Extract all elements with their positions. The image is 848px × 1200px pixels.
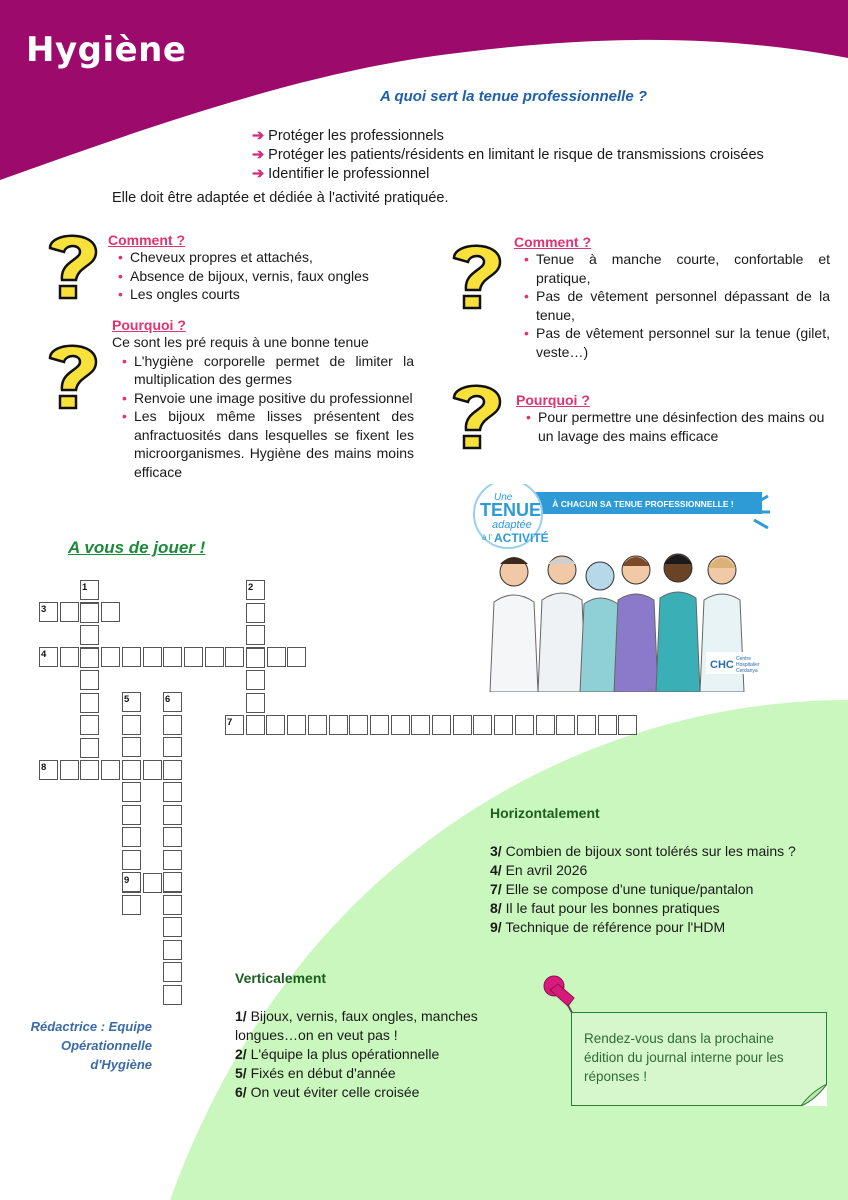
crossword-cell[interactable] xyxy=(163,715,182,735)
svg-text:CHC: CHC xyxy=(710,659,734,671)
clue-item: 6/ On veut éviter celle croisée xyxy=(235,1084,420,1100)
pourquoi-lead: Ce sont les pré requis à une bonne tenue xyxy=(112,334,369,350)
crossword-cell[interactable] xyxy=(122,805,141,825)
crossword-cell[interactable] xyxy=(246,693,265,713)
crossword-number: 6 xyxy=(165,694,171,705)
clue-item: 4/ En avril 2026 xyxy=(490,862,588,878)
pourquoi-heading: Pourquoi ? xyxy=(112,317,186,333)
svg-text:Centre: Centre xyxy=(736,656,752,662)
clue-item: 9/ Technique de référence pour l'HDM xyxy=(490,919,726,935)
crossword-cell[interactable] xyxy=(80,603,99,623)
crossword-cell[interactable] xyxy=(80,693,99,713)
crossword-cell[interactable] xyxy=(60,602,79,622)
crossword-cell[interactable] xyxy=(163,850,182,870)
crossword-cell[interactable] xyxy=(80,760,99,780)
list-item: • Pas de vêtement personnel dépassant de la tenue, xyxy=(524,288,830,323)
crossword-cell[interactable] xyxy=(163,782,182,802)
crossword-number: 9 xyxy=(124,875,130,886)
crossword-number: 1 xyxy=(82,582,88,593)
pourquoi-heading: Pourquoi ? xyxy=(516,392,590,408)
crossword-cell[interactable] xyxy=(329,715,348,735)
crossword-number: 4 xyxy=(41,649,47,660)
crossword-cell[interactable] xyxy=(101,760,120,780)
crossword-cell[interactable] xyxy=(163,827,182,847)
clue-item: 2/ L'équipe la plus opérationnelle xyxy=(235,1046,440,1062)
crossword-cell[interactable] xyxy=(163,760,182,780)
crossword-cell[interactable] xyxy=(80,648,99,668)
crossword-cell[interactable] xyxy=(122,827,141,847)
crossword-number: 5 xyxy=(124,694,130,705)
crossword-cell[interactable] xyxy=(163,872,182,892)
crossword-cell[interactable] xyxy=(205,647,224,667)
crossword-cell[interactable] xyxy=(122,760,141,780)
crossword-cell[interactable] xyxy=(618,715,637,735)
crossword-cell[interactable] xyxy=(122,647,141,667)
crossword-cell[interactable] xyxy=(266,715,285,735)
list-item: • Renvoie une image positive du professionnel xyxy=(122,389,413,406)
section-subtitle: A quoi sert la tenue professionnelle ? xyxy=(380,88,647,105)
list-item: • Tenue à manche courte, confortable et pratique, xyxy=(524,251,830,286)
crossword-cell[interactable] xyxy=(411,715,430,735)
svg-text:à l': à l' xyxy=(482,533,492,542)
crossword-cell[interactable] xyxy=(556,715,575,735)
list-item: • Les ongles courts xyxy=(118,286,240,302)
list-item: • Absence de bijoux, vernis, faux ongles xyxy=(118,267,369,284)
crossword-cell[interactable] xyxy=(163,737,182,757)
crossword-cell[interactable] xyxy=(163,917,182,937)
crossword-cell[interactable] xyxy=(598,715,617,735)
crossword-cell[interactable] xyxy=(536,715,555,735)
svg-text:TENUE: TENUE xyxy=(480,500,542,520)
crossword-cell[interactable] xyxy=(246,670,265,690)
game-title: A vous de jouer ! xyxy=(68,538,206,557)
clue-item: 7/ Elle se compose d'une tunique/pantalon xyxy=(490,881,754,897)
crossword-number: 3 xyxy=(41,604,47,615)
intro-statement: Elle doit être adaptée et dédiée à l'activité pratiquée. xyxy=(112,190,449,206)
purpose-item: ➔ Identifier le professionnel xyxy=(252,166,430,182)
crossword-cell[interactable] xyxy=(143,760,162,780)
author-credit: Rédactrice : Equipe Opérationnelle d'Hygiène xyxy=(30,1019,152,1072)
vertical-heading: Verticalement xyxy=(235,970,327,986)
crossword-cell[interactable] xyxy=(391,715,410,735)
crossword-cell[interactable] xyxy=(163,805,182,825)
crossword-cell[interactable] xyxy=(101,647,120,667)
crossword-number: 8 xyxy=(41,762,47,773)
crossword-cell[interactable] xyxy=(163,940,182,960)
purpose-item: ➔ Protéger les professionnels xyxy=(252,128,444,144)
horizontal-clues xyxy=(490,804,830,937)
svg-text:Une: Une xyxy=(494,492,513,503)
crossword-cell[interactable] xyxy=(246,603,265,623)
crossword-cell[interactable] xyxy=(163,985,182,1005)
arrow-icon: ➔ xyxy=(252,166,265,182)
svg-text:À CHACUN SA TENUE PROFESSIONNE: À CHACUN SA TENUE PROFESSIONNELLE ! xyxy=(552,499,734,509)
list-item: • Pour permettre une désinfection des mains ou un lavage des mains efficace xyxy=(526,409,825,444)
crossword-cell[interactable] xyxy=(453,715,472,735)
answer-note xyxy=(571,1012,827,1106)
crossword-cell[interactable] xyxy=(143,873,162,893)
crossword-cell[interactable] xyxy=(163,647,182,667)
note-text: Rendez-vous dans la prochaine édition du journal interne pour les réponses ! xyxy=(584,1031,784,1084)
crossword-cell[interactable] xyxy=(494,715,513,735)
clue-item: 8/ Il le faut pour les bonnes pratiques xyxy=(490,900,720,916)
crossword-cell[interactable] xyxy=(267,647,286,667)
crossword-cell[interactable] xyxy=(122,737,141,757)
crossword-cell[interactable] xyxy=(80,738,99,758)
svg-text:ACTIVITÉ: ACTIVITÉ xyxy=(494,531,549,545)
comment-heading: Comment ? xyxy=(514,234,591,250)
purpose-item: ➔ Protéger les patients/résidents en limitant le risque de transmissions croisées xyxy=(252,147,764,163)
list-item: • Pas de vêtement personnel sur la tenue (gilet, veste…) xyxy=(524,325,830,360)
crossword-cell[interactable] xyxy=(184,647,203,667)
clue-item: 1/ Bijoux, vernis, faux ongles, manches longues…on en veut pas ! xyxy=(235,1008,478,1043)
crossword-cell[interactable] xyxy=(60,760,79,780)
crossword-cell[interactable] xyxy=(287,715,306,735)
crossword-cell[interactable] xyxy=(163,962,182,982)
svg-text:Cerdanya: Cerdanya xyxy=(736,668,758,674)
clue-item: 5/ Fixés en début d'année xyxy=(235,1065,396,1081)
crossword-cell[interactable] xyxy=(246,715,265,735)
crossword-cell[interactable] xyxy=(473,715,492,735)
list-item: • L'hygiène corporelle permet de limiter la multiplication des germes xyxy=(122,352,414,387)
crossword-cell[interactable] xyxy=(577,715,596,735)
crossword-cell[interactable] xyxy=(287,647,306,667)
crossword-cell[interactable] xyxy=(122,715,141,735)
comment-heading: Comment ? xyxy=(108,232,185,248)
svg-text:adaptée: adaptée xyxy=(492,519,532,531)
clue-item: 3/ Combien de bijoux sont tolérés sur les mains ? xyxy=(490,843,796,859)
svg-text:Hospitalier: Hospitalier xyxy=(736,662,760,668)
list-item: • Cheveux propres et attachés, xyxy=(118,249,313,265)
crossword-number: 2 xyxy=(248,582,254,593)
crossword-cell[interactable] xyxy=(432,715,451,735)
crossword-cell[interactable] xyxy=(122,782,141,802)
crossword-cell[interactable] xyxy=(80,670,99,690)
crossword-cell[interactable] xyxy=(122,895,141,915)
crossword-cell[interactable] xyxy=(60,647,79,667)
crossword-cell[interactable] xyxy=(246,648,265,668)
crossword-cell[interactable] xyxy=(349,715,368,735)
crossword-cell[interactable] xyxy=(308,715,327,735)
page-title: Hygiène xyxy=(26,30,187,70)
crossword-cell[interactable] xyxy=(101,602,120,622)
page-curl-icon xyxy=(801,1084,827,1106)
crossword-cell[interactable] xyxy=(163,895,182,915)
crossword-number: 7 xyxy=(227,717,233,728)
arrow-icon: ➔ xyxy=(252,128,265,144)
crossword-cell[interactable] xyxy=(80,715,99,735)
crossword-cell[interactable] xyxy=(80,625,99,645)
vertical-clues xyxy=(235,969,495,1102)
crossword-cell[interactable] xyxy=(225,647,244,667)
crossword-cell[interactable] xyxy=(122,850,141,870)
horizontal-heading: Horizontalement xyxy=(490,805,600,821)
crossword-cell[interactable] xyxy=(370,715,389,735)
crossword-cell[interactable] xyxy=(143,647,162,667)
list-item: • Les bijoux même lisses présentent des anfractuosités dans lesquelles se fixent les microorganismes. Hygiène des mains moins efficace xyxy=(122,408,414,480)
arrow-icon: ➔ xyxy=(252,147,265,163)
crossword-cell[interactable] xyxy=(246,625,265,645)
crossword-cell[interactable] xyxy=(515,715,534,735)
